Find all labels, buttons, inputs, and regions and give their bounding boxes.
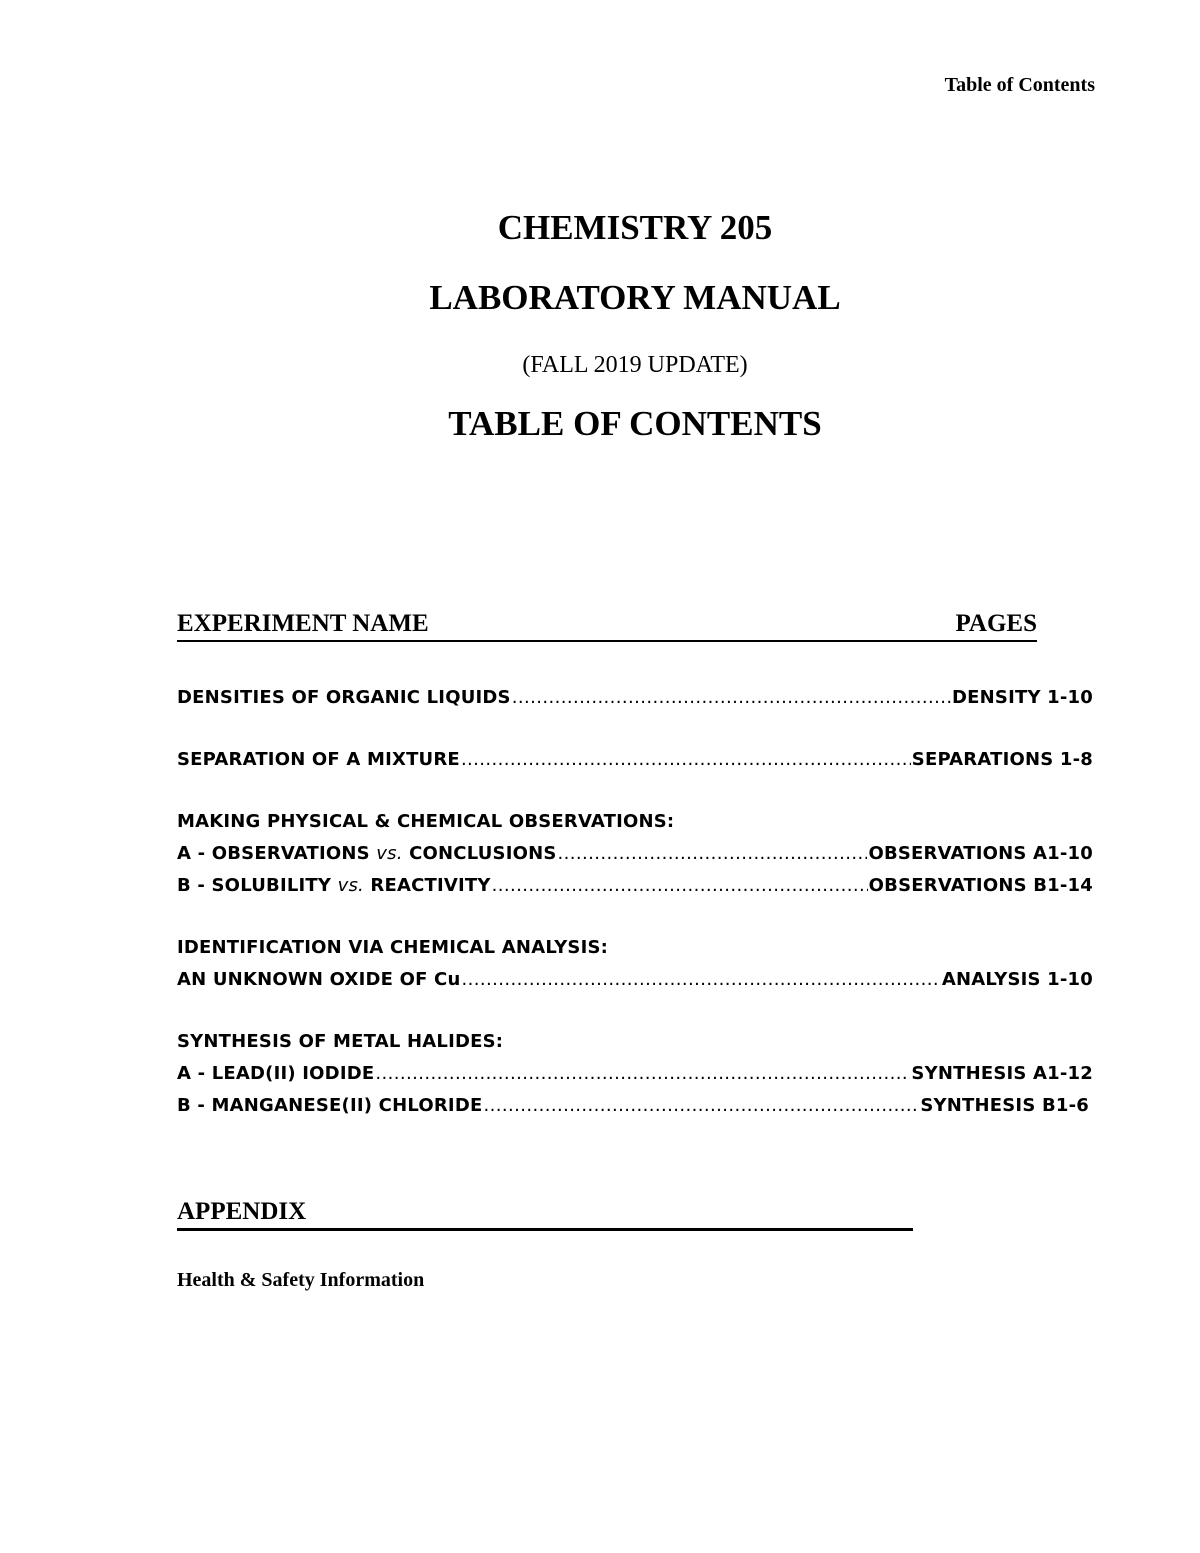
table-of-contents [177,610,1093,1152]
toc-entry[interactable] [177,1090,1089,1122]
group-heading: SYNTHESIS OF METAL HALIDES: [177,1031,504,1052]
entry-name-vs: vs. [337,875,364,896]
manual-title: LABORATORY MANUAL [429,278,841,317]
entry-name-part: B - SOLUBILITY [177,875,338,896]
entry-pages: DENSITY 1-10 [952,687,1093,708]
entry-name [177,838,557,870]
toc-column-header [177,610,1037,642]
entry-pages: SYNTHESIS A1-12 [911,1063,1093,1084]
title-block [0,208,1200,444]
dot-leader [483,1090,919,1122]
appendix-heading: APPENDIX [177,1198,913,1231]
group-heading: MAKING PHYSICAL & CHEMICAL OBSERVATIONS: [177,811,675,832]
entry-name: AN UNKNOWN OXIDE OF Cu [177,969,461,990]
dot-leader [461,744,911,776]
entry-name: SEPARATION OF A MIXTURE [177,749,460,770]
entry-pages: SYNTHESIS B1-6 [920,1095,1089,1116]
toc-entry[interactable] [177,964,1093,996]
dot-leader [375,1058,910,1090]
toc-title: TABLE OF CONTENTS [448,404,822,443]
entry-name: B - MANGANESE(II) CHLORIDE [177,1095,483,1116]
pages-heading: PAGES [955,610,1037,637]
experiment-name-heading: EXPERIMENT NAME [177,610,429,637]
toc-entry[interactable] [177,682,1093,714]
entry-name: A - LEAD(II) IODIDE [177,1063,375,1084]
entry-pages: OBSERVATIONS B1-14 [868,875,1093,896]
entry-name: DENSITIES OF ORGANIC LIQUIDS [177,687,511,708]
dot-leader [492,870,868,902]
appendix-item[interactable]: Health & Safety Information [177,1269,425,1291]
toc-group [177,744,1093,776]
entry-name-part: A - OBSERVATIONS [177,843,377,864]
toc-group [177,1026,1093,1122]
entry-name-vs: vs. [376,843,403,864]
entry-name-part: CONCLUSIONS [402,843,557,864]
entry-pages: SEPARATIONS 1-8 [911,749,1093,770]
edition-subtitle: (FALL 2019 UPDATE) [522,352,748,378]
toc-entry[interactable] [177,1058,1093,1090]
group-heading: IDENTIFICATION VIA CHEMICAL ANALYSIS: [177,937,609,958]
toc-entry[interactable] [177,838,1093,870]
appendix-section [177,1198,913,1292]
toc-group [177,682,1093,714]
toc-group [177,932,1093,996]
entry-pages: ANALYSIS 1-10 [941,969,1093,990]
entry-name [177,870,491,902]
toc-entry[interactable] [177,870,1093,902]
toc-group [177,806,1093,902]
running-header: Table of Contents [944,74,1095,96]
dot-leader [512,682,951,714]
dot-leader [558,838,868,870]
entry-name-part: REACTIVITY [363,875,491,896]
course-title: CHEMISTRY 205 [497,208,773,247]
toc-entry[interactable] [177,744,1093,776]
entry-pages: OBSERVATIONS A1-10 [868,843,1093,864]
dot-leader [461,964,940,996]
toc-entries [177,682,1093,1122]
